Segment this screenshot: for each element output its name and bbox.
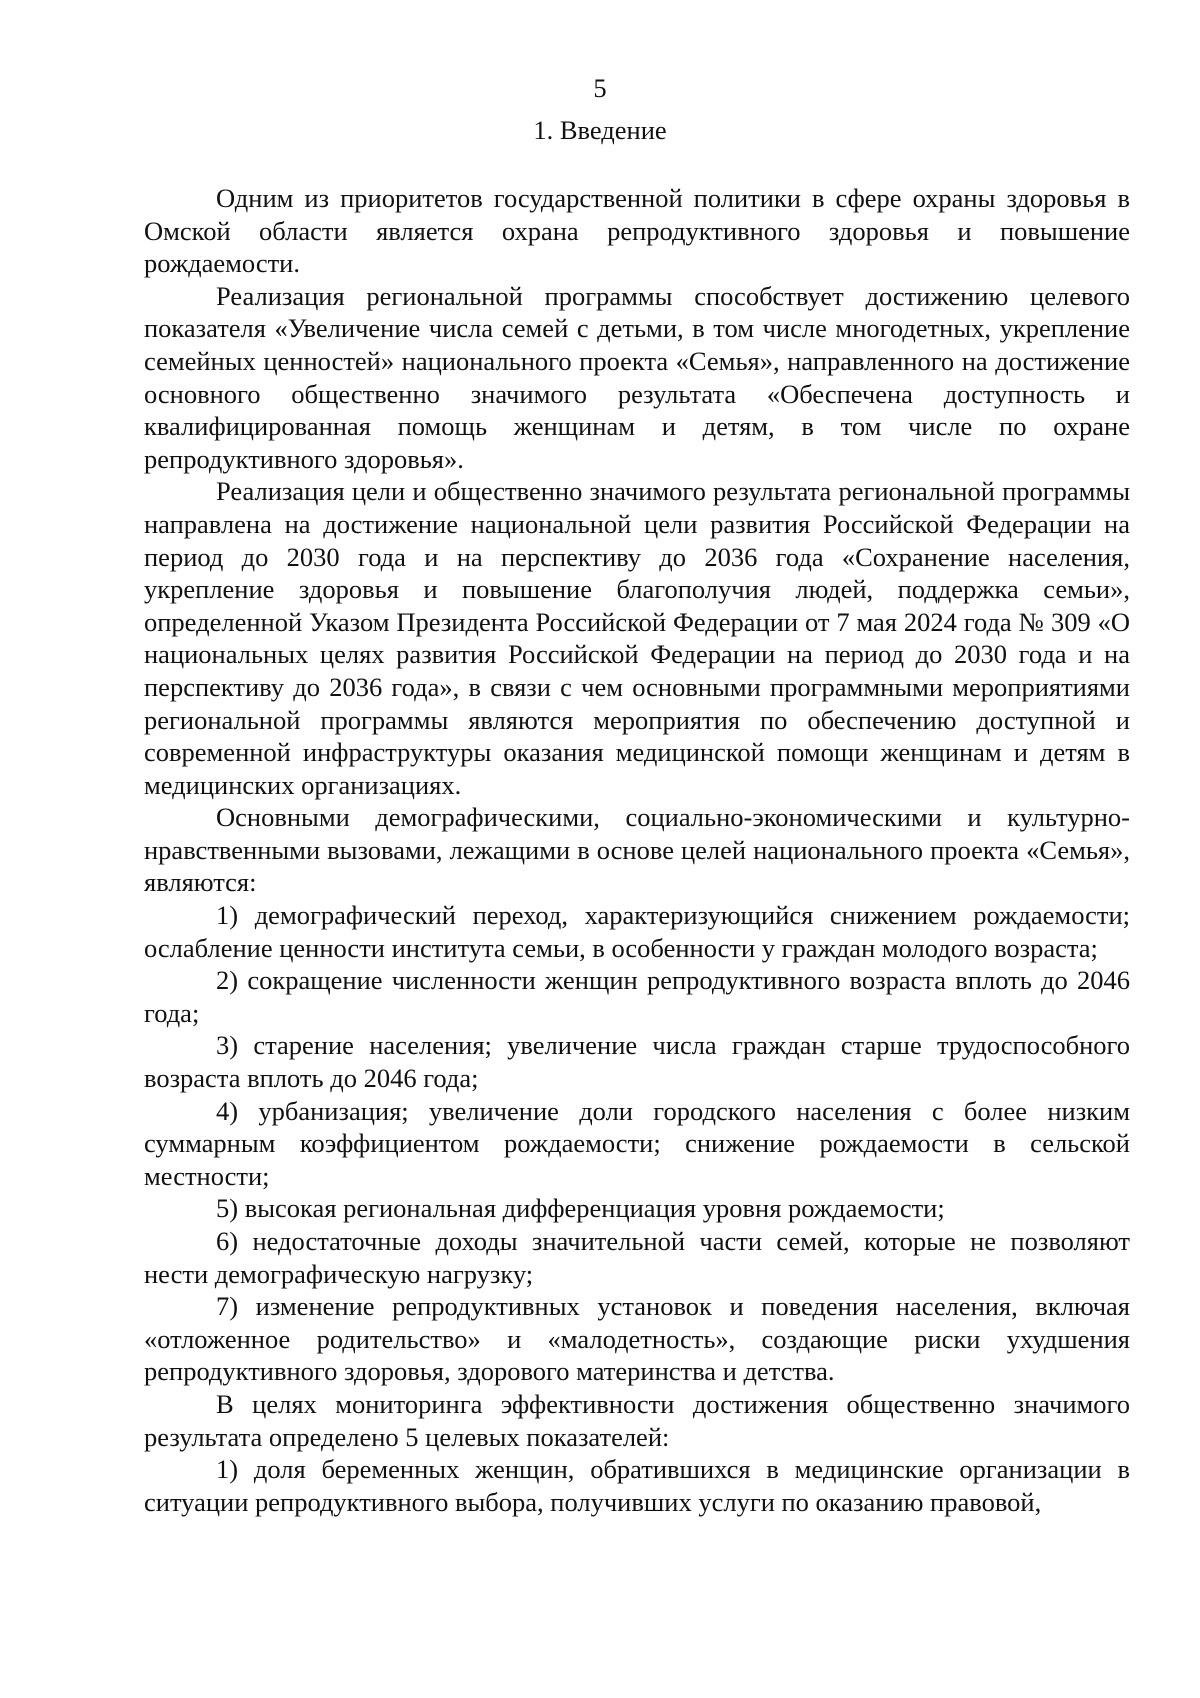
list-item: 1) демографический переход, характеризующийся снижением рождаемости; ослабление ценности института семьи, в особенности у граждан молодого возраста;: [144, 900, 1130, 963]
section-title: 1. Введение: [533, 115, 667, 145]
list-item: 3) старение населения; увеличение числа граждан старше трудоспособного возраста вплоть до 2046 года;: [144, 1030, 1130, 1094]
page-number: 5: [593, 73, 607, 103]
paragraph: Одним из приоритетов государственной политики в сфере охраны здоровья в Омской области является охрана репродуктивного здоровья и повышение рождаемости.: [144, 183, 1130, 279]
list-item: 7) изменение репродуктивных установок и поведения населения, включая «отложенное родительство» и «малодетность», создающие риски ухудшения репродуктивного здоровья, здорового материнства и детства.: [144, 1291, 1130, 1387]
paragraph: Основными демографическими, социально-экономическими и культурно-нравственными вызовами, лежащими в основе целей национального проекта «Семья», являются:: [144, 802, 1130, 898]
list-item: 5) высокая региональная дифференциация уровня рождаемости;: [216, 1193, 945, 1224]
paragraph: В целях мониторинга эффективности достижения общественно значимого результата определено 5 целевых показателей:: [144, 1388, 1130, 1452]
body-text: [144, 182, 1130, 1518]
list-item: 6) недостаточные доходы значительной части семей, которые не позволяют нести демографическую нагрузку;: [144, 1226, 1130, 1289]
list-item: 1) доля беременных женщин, обратившихся в медицинские организации в ситуации репродуктивного выбора, получивших услуги по оказанию правовой,: [144, 1454, 1130, 1517]
list-item: 2) сокращение численности женщин репродуктивного возраста вплоть до 2046 года;: [144, 965, 1130, 1028]
paragraph: Реализация цели и общественно значимого результата региональной программы направлена на достижение национальной цели развития Российской Федерации на период до 2030 года и на перспективу до 2036 года «Сохранение населения, укрепление здоровья и повышение благополучия людей, поддержка семьи», определенной Указом Президента Российской Федерации от 7 мая 2024 года № 309 «О национальных целях развития Российской Федерации на период до 2030 года и на перспективу до 2036 года», в связи с чем основными программными мероприятиями региональной программы являются мероприятия по обеспечению доступной и современной инфраструктуры оказания медицинской помощи женщинам и детям в медицинских организациях.: [144, 476, 1130, 800]
list-item: 4) урбанизация; увеличение доли городского населения с более низким суммарным коэффициентом рождаемости; снижение рождаемости в сельской местности;: [144, 1095, 1130, 1191]
paragraph: Реализация региональной программы способствует достижению целевого показателя «Увеличение числа семей с детьми, в том числе многодетных, укрепление семейных ценностей» национального проекта «Семья», направленного на достижение основного общественно значимого результата «Обеспечена доступность и квалифицированная помощь женщинам и детям, в том числе по охране репродуктивного здоровья».: [144, 280, 1130, 474]
